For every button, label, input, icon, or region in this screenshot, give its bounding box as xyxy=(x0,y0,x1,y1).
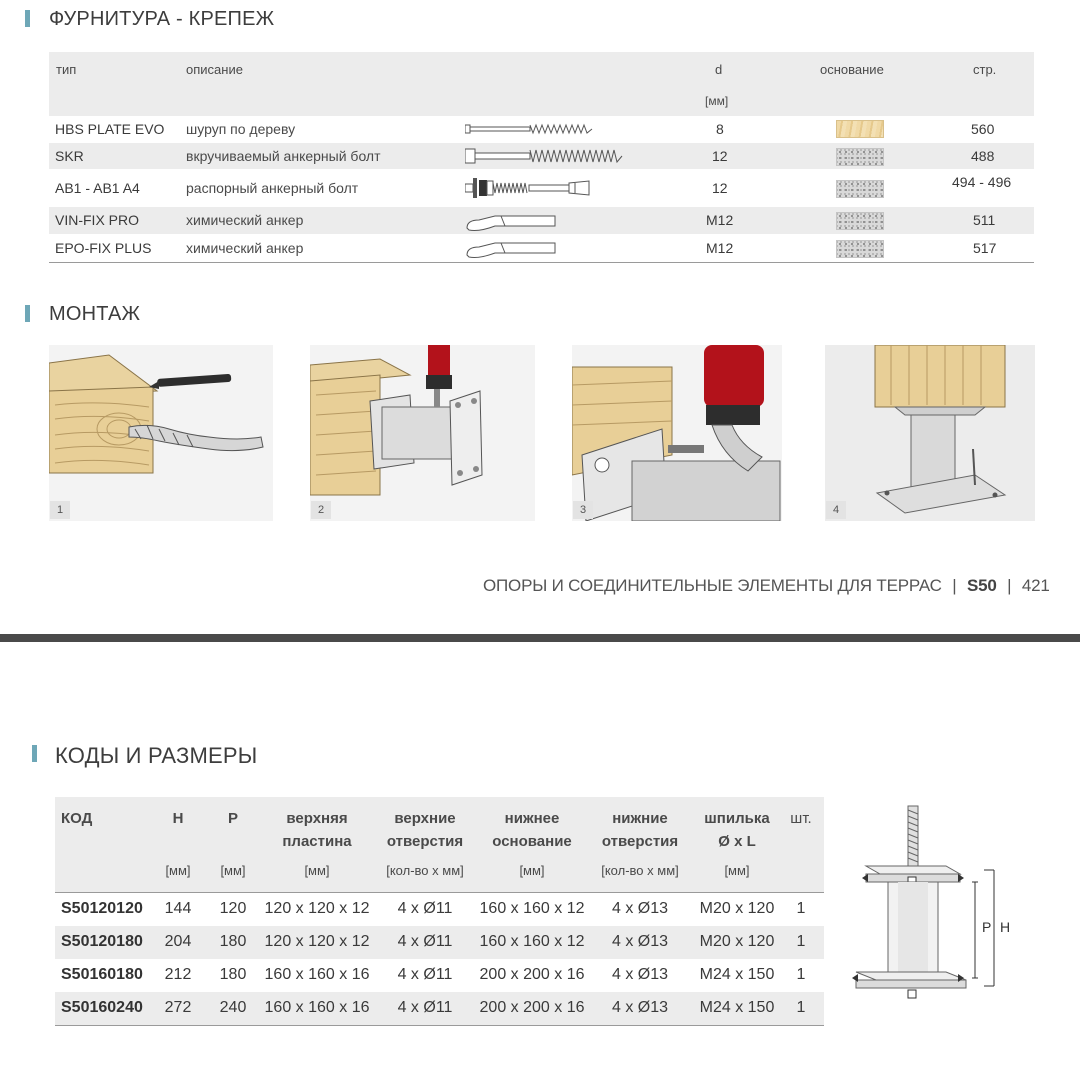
header-bottom-holes xyxy=(590,807,690,853)
fastener-d: M12 xyxy=(706,212,734,228)
cell-stud: M20 x 120 xyxy=(699,933,775,950)
cell-top-holes: 4 x Ø11 xyxy=(397,900,453,917)
cell-top-plate: 120 x 120 x 12 xyxy=(264,900,370,917)
cell-h: 272 xyxy=(164,999,192,1016)
cell-stud: M24 x 150 xyxy=(699,966,775,983)
footer-title: ОПОРЫ И СОЕДИНИТЕЛЬНЫЕ ЭЛЕМЕНТЫ ДЛЯ ТЕРРАС xyxy=(483,576,942,595)
header-d: d xyxy=(715,62,723,77)
unit-bottom-base: [мм] xyxy=(519,863,545,878)
cell-h: 204 xyxy=(164,933,192,950)
cell-h: 144 xyxy=(164,900,192,917)
header-top-plate xyxy=(262,807,372,853)
fastener-type: SKR xyxy=(55,148,84,164)
codes-table-body xyxy=(55,893,824,1025)
header-h: H xyxy=(172,810,184,827)
concrete-base-swatch xyxy=(836,180,884,198)
header-qty: шт. xyxy=(790,810,812,827)
cell-bottom-holes: 4 x Ø13 xyxy=(611,900,669,917)
header-code: КОД xyxy=(61,810,93,827)
cell-qty: 1 xyxy=(796,966,806,983)
fastener-page: 488 xyxy=(971,148,995,164)
dimension-label-h: H xyxy=(1000,919,1011,935)
chemical-anchor-icon xyxy=(465,237,565,259)
installed-support-illustration xyxy=(825,345,1035,521)
cell-bottom-holes: 4 x Ø13 xyxy=(611,933,669,950)
header-d-unit: [мм] xyxy=(705,94,729,108)
step-number: 1 xyxy=(50,501,70,519)
header-line: отверстия xyxy=(601,833,679,850)
cell-p: 180 xyxy=(219,966,247,983)
header-line: верхние xyxy=(394,810,456,827)
screw-icon xyxy=(465,122,595,136)
unit-h: [мм] xyxy=(165,863,191,878)
cell-top-holes: 4 x Ø11 xyxy=(397,933,453,950)
table-bottom-rule xyxy=(55,1025,824,1026)
header-p: P xyxy=(227,810,238,827)
fastener-desc: шуруп по дереву xyxy=(186,121,296,137)
header-line: пластина xyxy=(282,833,352,850)
unit-bottom-holes: [кол-во x мм] xyxy=(601,863,679,878)
cell-code: S50120120 xyxy=(61,900,143,917)
fastener-row xyxy=(49,235,1034,262)
page-footer xyxy=(483,576,1050,596)
fastener-desc: химический анкер xyxy=(186,240,304,256)
fastener-type: AB1 - AB1 A4 xyxy=(55,180,140,196)
section-title-fasteners: ФУРНИТУРА - КРЕПЕЖ xyxy=(49,8,275,30)
footer-code: S50 xyxy=(966,576,997,595)
cell-top-holes: 4 x Ø11 xyxy=(397,999,453,1016)
fastener-d: 12 xyxy=(712,180,728,196)
concrete-base-swatch xyxy=(836,212,884,230)
header-top-holes xyxy=(375,807,475,853)
unit-top-holes: [кол-во x мм] xyxy=(386,863,464,878)
table-row xyxy=(55,992,824,1025)
header-stud xyxy=(695,807,779,853)
cell-qty: 1 xyxy=(796,900,806,917)
cell-p: 240 xyxy=(219,999,247,1016)
fastener-page: 560 xyxy=(971,121,995,137)
mounting-step-1-image xyxy=(49,345,273,521)
mounting-step-2-image xyxy=(310,345,535,521)
cell-bottom-holes: 4 x Ø13 xyxy=(611,999,669,1016)
expansion-anchor-icon xyxy=(465,175,635,201)
cell-top-holes: 4 x Ø11 xyxy=(397,966,453,983)
cell-code: S50160240 xyxy=(61,999,143,1016)
unit-p: [мм] xyxy=(220,863,246,878)
cell-bottom-base: 160 x 160 x 12 xyxy=(479,933,585,950)
fastener-d: 8 xyxy=(716,121,724,137)
table-row xyxy=(55,926,824,959)
header-line: основание xyxy=(492,833,572,850)
fastener-row xyxy=(49,170,1034,207)
codes-table-header xyxy=(55,797,824,892)
cell-qty: 1 xyxy=(796,933,806,950)
anchor-screw-icon xyxy=(465,147,625,165)
cell-code: S50160180 xyxy=(61,966,143,983)
cell-stud: M20 x 120 xyxy=(699,900,775,917)
concrete-base-swatch xyxy=(836,240,884,258)
unit-stud: [мм] xyxy=(724,863,750,878)
header-line: верхняя xyxy=(286,810,348,827)
step-number: 4 xyxy=(826,501,846,519)
footer-separator: | xyxy=(1007,576,1012,595)
cell-top-plate: 120 x 120 x 12 xyxy=(264,933,370,950)
fastener-page: 517 xyxy=(973,240,997,256)
header-type: тип xyxy=(56,62,77,77)
cell-bottom-base: 160 x 160 x 12 xyxy=(479,900,585,917)
fastener-page: 494 - 496 xyxy=(952,174,1012,190)
cell-qty: 1 xyxy=(796,999,806,1016)
fastener-type: EPO-FIX PLUS xyxy=(55,240,152,256)
section-title-codes: КОДЫ И РАЗМЕРЫ xyxy=(55,743,258,768)
footer-page-number: 421 xyxy=(1021,576,1050,595)
fastener-desc: химический анкер xyxy=(186,212,304,228)
codes-table xyxy=(55,797,824,1026)
footer-separator: | xyxy=(952,576,957,595)
section-marker xyxy=(25,305,30,322)
section-marker xyxy=(32,745,37,762)
table-row xyxy=(55,893,824,926)
header-line: Ø x L xyxy=(718,833,756,850)
header-line: отверстия xyxy=(386,833,464,850)
mounting-step-3-image xyxy=(572,345,782,521)
fastener-table xyxy=(49,52,1034,263)
table-row xyxy=(55,959,824,992)
drill-wood-illustration xyxy=(49,345,273,521)
step-number: 3 xyxy=(573,501,593,519)
fastener-type: HBS PLATE EVO xyxy=(55,121,165,137)
fastener-table-header xyxy=(49,52,1034,116)
fastener-type: VIN-FIX PRO xyxy=(55,212,140,228)
cell-h: 212 xyxy=(164,966,192,983)
page-divider xyxy=(0,634,1080,642)
fastener-d: M12 xyxy=(706,240,734,256)
fastener-d: 12 xyxy=(712,148,728,164)
cell-p: 180 xyxy=(219,933,247,950)
fastener-page: 511 xyxy=(973,212,996,228)
cell-code: S50120180 xyxy=(61,933,143,950)
fastener-row xyxy=(49,116,1034,143)
step-number: 2 xyxy=(311,501,331,519)
cell-bottom-holes: 4 x Ø13 xyxy=(611,966,669,983)
dimension-label-p: P xyxy=(982,919,992,935)
cell-top-plate: 160 x 160 x 16 xyxy=(264,999,370,1016)
wood-base-swatch xyxy=(836,120,884,138)
header-line: шпилька xyxy=(704,810,770,827)
table-bottom-rule xyxy=(49,262,1034,263)
header-line: нижние xyxy=(612,810,668,827)
fastener-row xyxy=(49,143,1034,170)
fastener-row xyxy=(49,207,1034,235)
cell-bottom-base: 200 x 200 x 16 xyxy=(479,999,585,1016)
cell-bottom-base: 200 x 200 x 16 xyxy=(479,966,585,983)
cell-p: 120 xyxy=(219,900,247,917)
header-base: основание xyxy=(820,62,884,77)
cell-top-plate: 160 x 160 x 16 xyxy=(264,966,370,983)
unit-top-plate: [мм] xyxy=(304,863,330,878)
section-title-mounting: МОНТАЖ xyxy=(49,303,141,325)
header-bottom-base xyxy=(479,807,585,853)
mounting-step-4-image xyxy=(825,345,1035,521)
fastener-desc: вкручиваемый анкерный болт xyxy=(186,148,381,164)
support-dimension-diagram xyxy=(846,800,1026,1010)
fastener-desc: распорный анкерный болт xyxy=(186,180,359,196)
section-marker xyxy=(25,10,30,27)
cell-stud: M24 x 150 xyxy=(699,999,775,1016)
header-description: описание xyxy=(186,62,243,77)
attach-plate-illustration xyxy=(310,345,535,521)
chemical-anchor-icon xyxy=(465,210,565,232)
header-page: стр. xyxy=(973,62,997,77)
screw-plate-illustration xyxy=(572,345,782,521)
concrete-base-swatch xyxy=(836,148,884,166)
header-line: нижнее xyxy=(504,810,560,827)
